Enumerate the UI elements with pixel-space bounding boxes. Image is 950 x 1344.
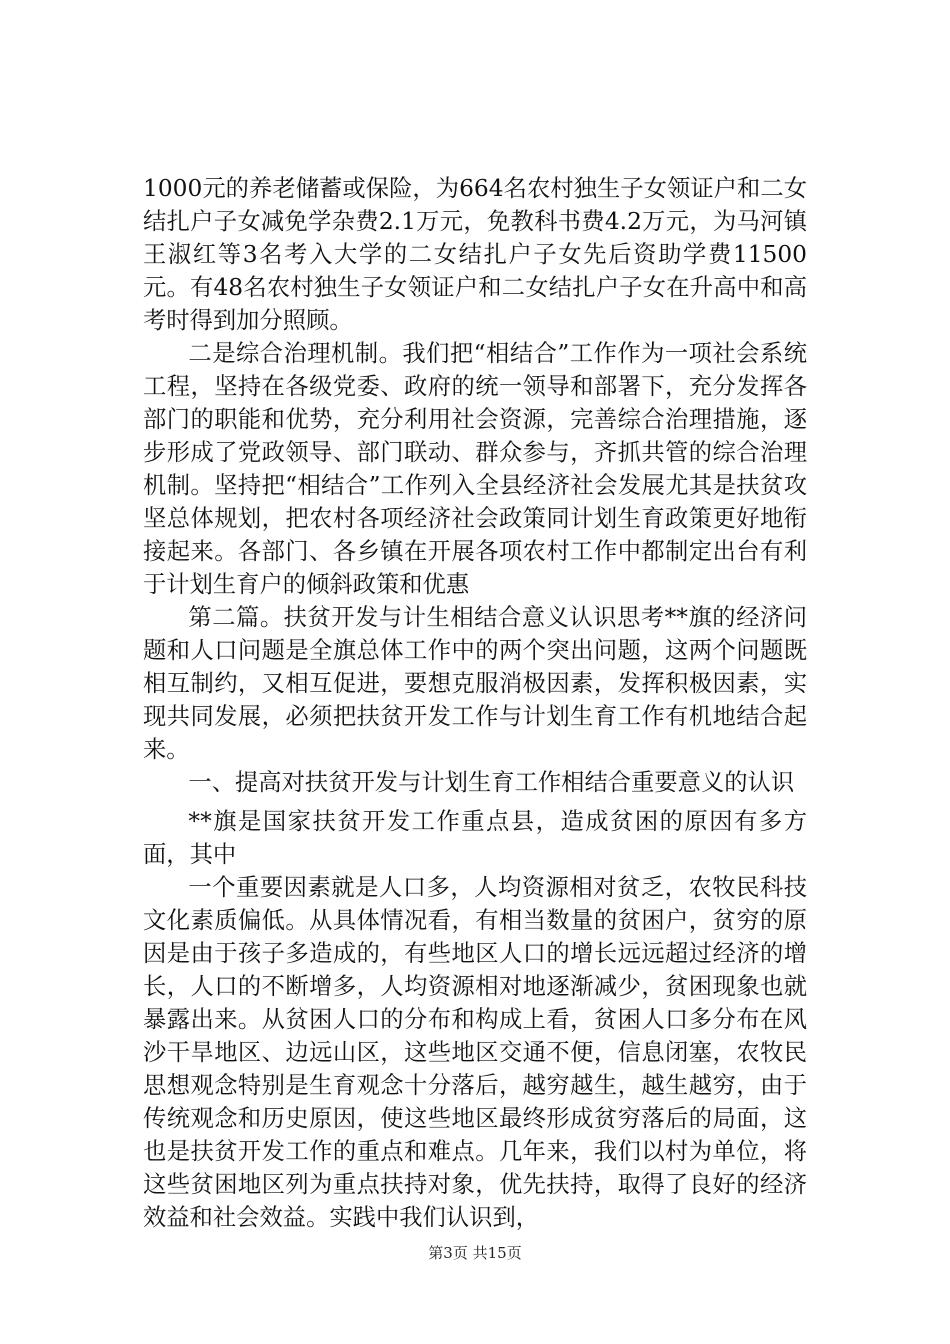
paragraph-1: 1000元的养老储蓄或保险，为664名农村独生子女领证户和二女结扎户子女减免学杂费2.1万元，免教科书费4.2万元，为马河镇王淑红等3名考入大学的二女结扎户子女先后资助学费11500元。有48名农村独生子女领证户和二女结扎户子女在升高中和高考时得到加分照顾。 xyxy=(143,175,807,334)
document-body xyxy=(143,172,807,1234)
page-number-footer: 第3页 共15页 xyxy=(428,1244,522,1262)
paragraph-2: 二是综合治理机制。我们把“相结合”工作作为一项社会系统工程，坚持在各级党委、政府的统一领导和部署下，充分发挥各部门的职能和优势，充分利用社会资源，完善综合治理措施，逐步形成了党政领导、部门联动、群众参与，齐抓共管的综合治理机制。坚持把“相结合”工作列入全县经济社会发展尤其是扶贫攻坚总体规划，把农村各项经济社会政策同计划生育政策更好地衔接起来。各部门、各乡镇在开展各项农村工作中都制定出台有利于计划生育户的倾斜政策和优惠 xyxy=(143,340,807,598)
paragraph-4: **旗是国家扶贫开发工作重点县，造成贫困的原因有多方面，其中 xyxy=(143,808,807,868)
paragraph-5: 一个重要因素就是人口多，人均资源相对贫乏，农牧民科技文化素质偏低。从具体情况看，有相当数量的贫困户，贫穷的原因是由于孩子多造成的，有些地区人口的增长远远超过经济的增长，人口的不断增多，人均资源相对地逐渐减少，贫困现象也就暴露出来。从贫困人口的分布和构成上看，贫困人口多分布在风沙干旱地区、边远山区，这些地区交通不便，信息闭塞，农牧民思想观念特别是生育观念十分落后，越穷越生，越生越穷，由于传统观念和历史原因，使这些地区最终形成贫穷落后的局面，这也是扶贫开发工作的重点和难点。几年来，我们以村为单位，将这些贫困地区列为重点扶持对象，优先扶持，取得了良好的经济效益和社会效益。实践中我们认识到， xyxy=(143,874,807,1231)
section-heading: 一、提高对扶贫开发与计划生育工作相结合重要意义的认识 xyxy=(188,769,795,796)
paragraph-3: 第二篇。扶贫开发与计生相结合意义认识思考**旗的经济问题和人口问题是全旗总体工作中的两个突出问题，这两个问题既相互制约，又相互促进，要想克服消极因素，发挥积极因素，实现共同发展，必须把扶贫开发工作与计划生育工作有机地结合起来。 xyxy=(143,604,807,763)
